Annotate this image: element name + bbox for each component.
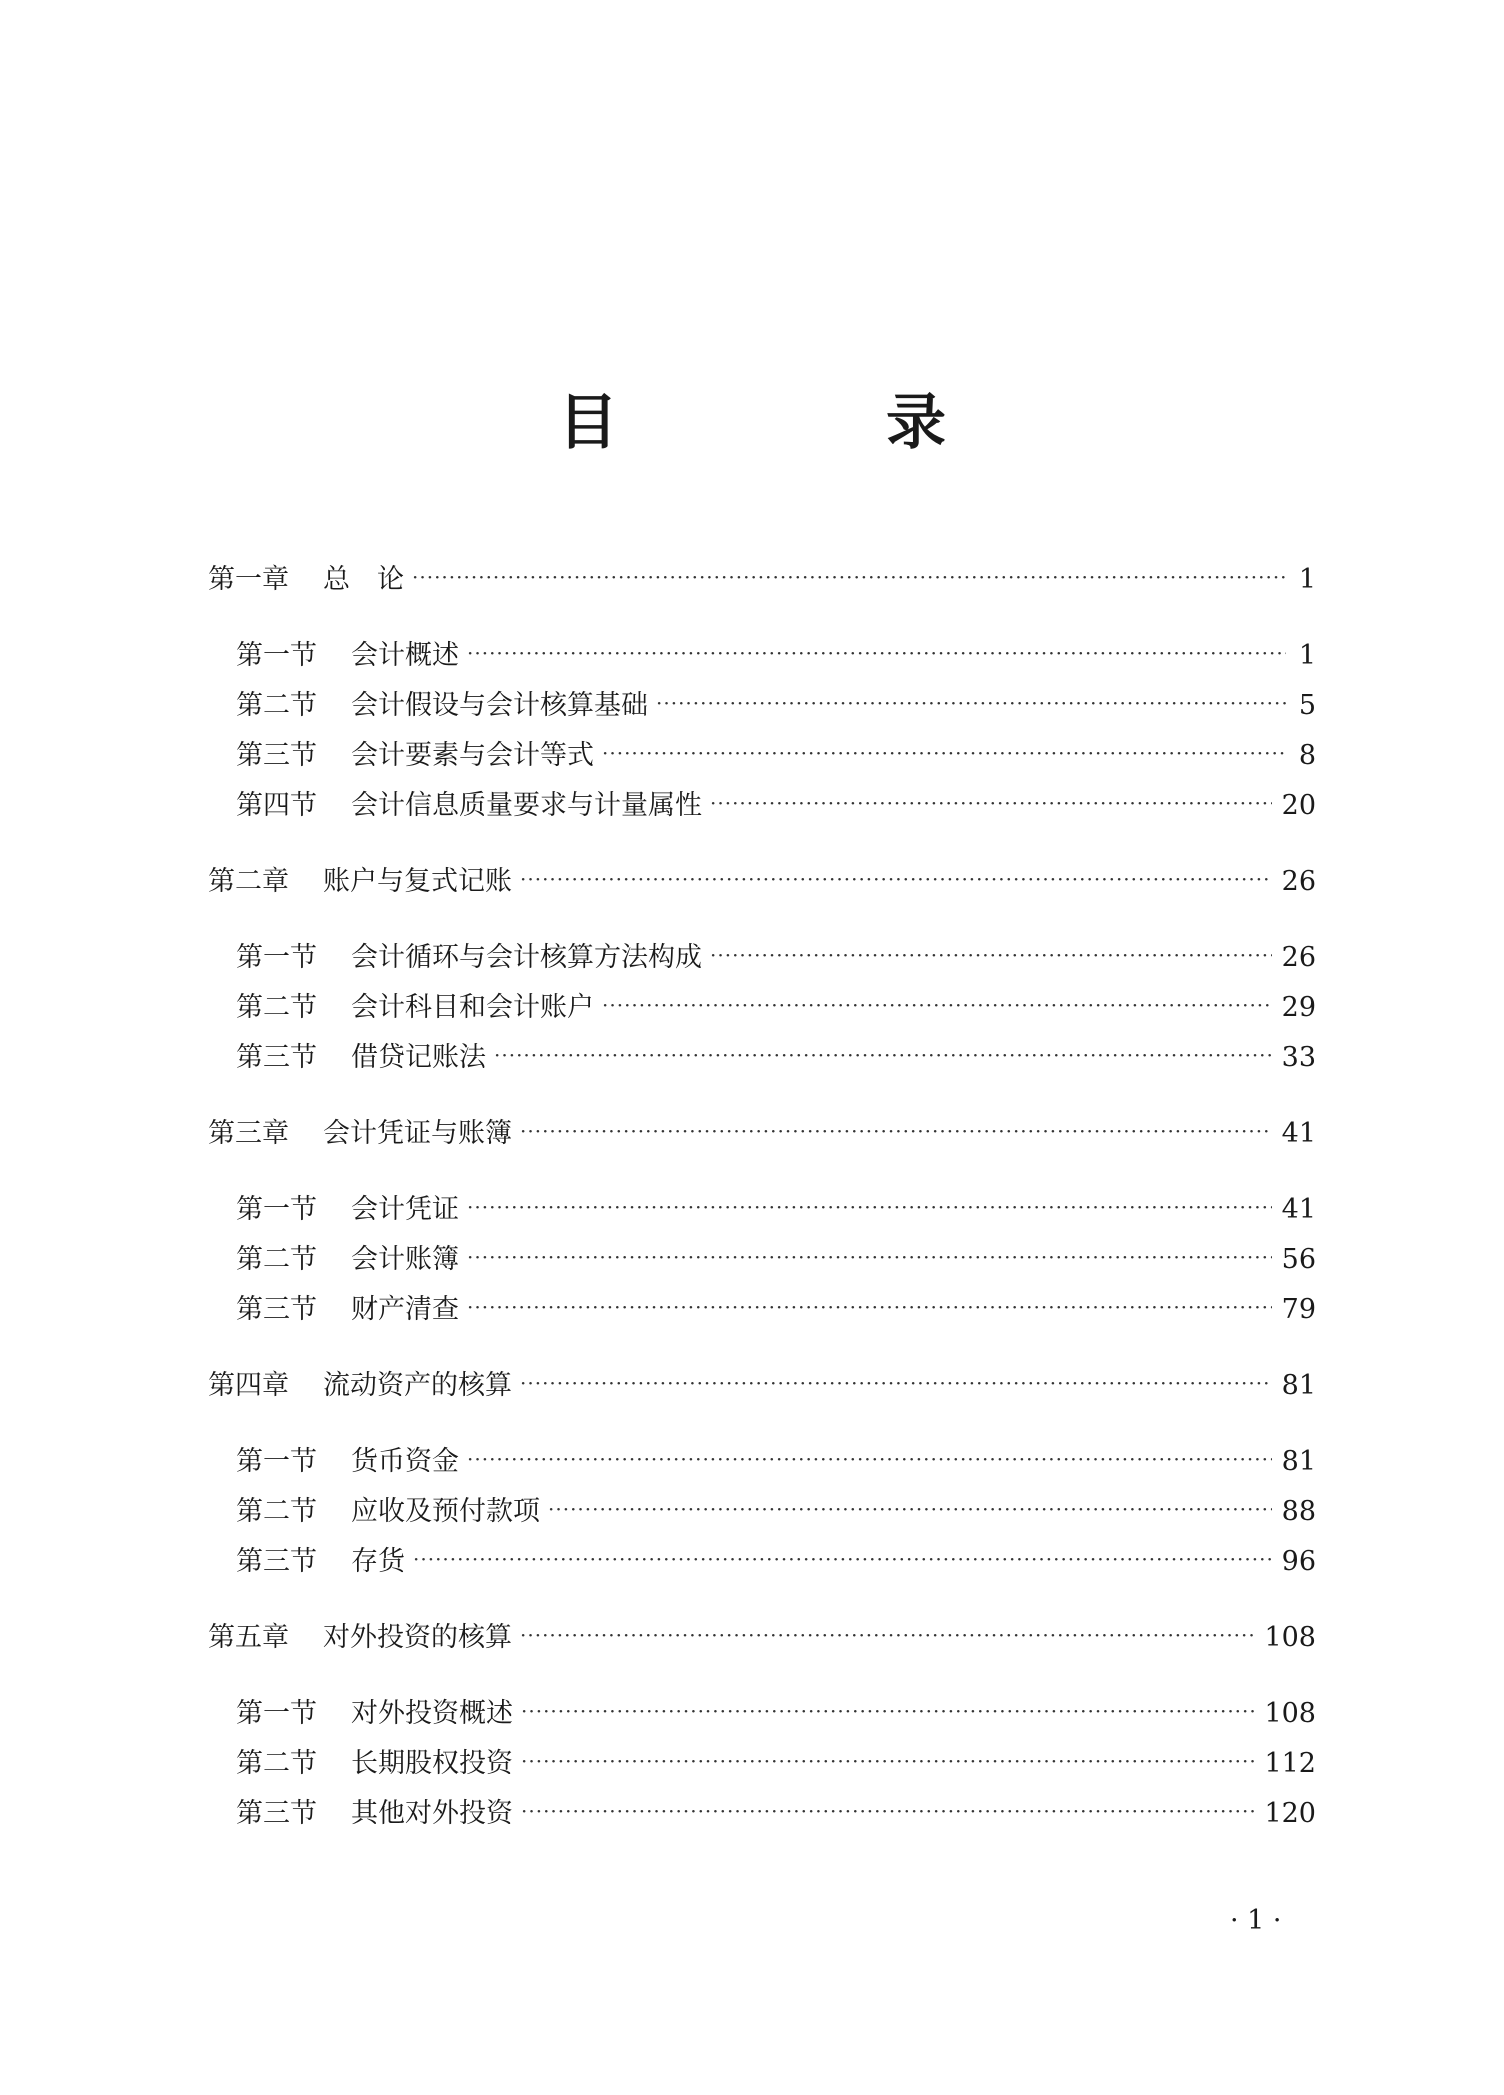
toc-section-entry[interactable] bbox=[208, 681, 1316, 731]
section-title: 会计假设与会计核算基础 bbox=[351, 690, 648, 721]
section-title: 存货 bbox=[351, 1546, 405, 1577]
chapter-page: 41 bbox=[1281, 1118, 1316, 1149]
section-number: 第二节 bbox=[236, 1244, 317, 1275]
section-page: 1 bbox=[1298, 640, 1316, 671]
dot-leader bbox=[710, 778, 1272, 828]
section-number: 第一节 bbox=[236, 1698, 317, 1729]
section-title: 对外投资概述 bbox=[351, 1698, 513, 1729]
section-page: 88 bbox=[1281, 1496, 1316, 1527]
section-title: 会计要素与会计等式 bbox=[351, 740, 594, 771]
toc-section-entry[interactable] bbox=[208, 983, 1316, 1033]
section-title: 会计信息质量要求与计量属性 bbox=[351, 790, 702, 821]
section-number: 第二节 bbox=[236, 1748, 317, 1779]
dot-leader bbox=[548, 1484, 1272, 1534]
chapter-number: 第五章 bbox=[208, 1622, 289, 1653]
section-number: 第一节 bbox=[236, 1194, 317, 1225]
dot-leader bbox=[521, 1786, 1254, 1836]
toc-section-entry[interactable] bbox=[208, 1689, 1316, 1739]
toc-section-entry[interactable] bbox=[208, 1033, 1316, 1083]
dot-leader bbox=[467, 628, 1286, 678]
section-title: 长期股权投资 bbox=[351, 1748, 513, 1779]
section-number: 第一节 bbox=[236, 942, 317, 973]
dot-leader bbox=[520, 1106, 1272, 1156]
toc-section-entry[interactable] bbox=[208, 731, 1316, 781]
section-page: 29 bbox=[1281, 992, 1316, 1023]
toc-section-entry[interactable] bbox=[208, 781, 1316, 831]
dot-leader bbox=[467, 1182, 1272, 1232]
dot-leader bbox=[602, 728, 1286, 778]
toc-chapter-entry[interactable] bbox=[208, 1361, 1316, 1411]
dot-leader bbox=[467, 1282, 1272, 1332]
chapter-page: 1 bbox=[1298, 564, 1316, 595]
toc-section-entry[interactable] bbox=[208, 1789, 1316, 1839]
section-title: 会计凭证 bbox=[351, 1194, 459, 1225]
section-number: 第一节 bbox=[236, 1446, 317, 1477]
toc-chapter-entry[interactable] bbox=[208, 857, 1316, 907]
section-number: 第二节 bbox=[236, 1496, 317, 1527]
toc-section-entry[interactable] bbox=[208, 1185, 1316, 1235]
section-page: 26 bbox=[1281, 942, 1316, 973]
toc-chapter-entry[interactable] bbox=[208, 1613, 1316, 1663]
toc-chapter-group bbox=[208, 1109, 1316, 1335]
chapter-number: 第二章 bbox=[208, 866, 289, 897]
section-page: 20 bbox=[1281, 790, 1316, 821]
section-title: 财产清查 bbox=[351, 1294, 459, 1325]
section-page: 120 bbox=[1264, 1798, 1316, 1829]
section-page: 96 bbox=[1281, 1546, 1316, 1577]
dot-leader bbox=[412, 552, 1286, 602]
chapter-title: 账户与复式记账 bbox=[323, 866, 512, 897]
toc-section-entry[interactable] bbox=[208, 1739, 1316, 1789]
toc-chapter-entry[interactable] bbox=[208, 555, 1316, 605]
dot-leader bbox=[602, 980, 1272, 1030]
section-title: 会计概述 bbox=[351, 640, 459, 671]
section-title: 会计循环与会计核算方法构成 bbox=[351, 942, 702, 973]
section-page: 79 bbox=[1281, 1294, 1316, 1325]
section-title: 应收及预付款项 bbox=[351, 1496, 540, 1527]
section-number: 第四节 bbox=[236, 790, 317, 821]
section-page: 112 bbox=[1264, 1748, 1316, 1779]
chapter-title: 会计凭证与账簿 bbox=[323, 1118, 512, 1149]
toc-chapter-entry[interactable] bbox=[208, 1109, 1316, 1159]
chapter-page: 81 bbox=[1281, 1370, 1316, 1401]
section-title: 其他对外投资 bbox=[351, 1798, 513, 1829]
section-title: 货币资金 bbox=[351, 1446, 459, 1477]
dot-leader bbox=[710, 930, 1272, 980]
toc-section-entry[interactable] bbox=[208, 631, 1316, 681]
dot-leader bbox=[467, 1232, 1272, 1282]
toc-section-entry[interactable] bbox=[208, 1487, 1316, 1537]
page-title: 目 录 bbox=[558, 388, 1050, 458]
toc-section-entry[interactable] bbox=[208, 933, 1316, 983]
section-number: 第三节 bbox=[236, 1042, 317, 1073]
toc-chapter-group bbox=[208, 1361, 1316, 1587]
section-title: 会计科目和会计账户 bbox=[351, 992, 594, 1023]
chapter-number: 第四章 bbox=[208, 1370, 289, 1401]
chapter-number: 第三章 bbox=[208, 1118, 289, 1149]
section-page: 8 bbox=[1298, 740, 1316, 771]
dot-leader bbox=[521, 1686, 1254, 1736]
dot-leader bbox=[520, 854, 1272, 904]
toc-section-entry[interactable] bbox=[208, 1537, 1316, 1587]
dot-leader bbox=[413, 1534, 1272, 1584]
toc-section-entry[interactable] bbox=[208, 1285, 1316, 1335]
toc-chapter-group bbox=[208, 1613, 1316, 1839]
chapter-page: 108 bbox=[1264, 1622, 1316, 1653]
chapter-title: 对外投资的核算 bbox=[323, 1622, 512, 1653]
section-page: 5 bbox=[1298, 690, 1316, 721]
section-number: 第三节 bbox=[236, 740, 317, 771]
dot-leader bbox=[494, 1030, 1272, 1080]
toc-section-entry[interactable] bbox=[208, 1437, 1316, 1487]
section-page: 41 bbox=[1281, 1194, 1316, 1225]
chapter-number: 第一章 bbox=[208, 564, 289, 595]
section-number: 第一节 bbox=[236, 640, 317, 671]
section-title: 借贷记账法 bbox=[351, 1042, 486, 1073]
dot-leader bbox=[656, 678, 1286, 728]
page-number: · 1 · bbox=[1230, 1905, 1282, 1936]
section-page: 81 bbox=[1281, 1446, 1316, 1477]
section-page: 33 bbox=[1281, 1042, 1316, 1073]
section-number: 第二节 bbox=[236, 992, 317, 1023]
section-number: 第三节 bbox=[236, 1798, 317, 1829]
table-of-contents bbox=[208, 555, 1316, 1865]
chapter-title: 流动资产的核算 bbox=[323, 1370, 512, 1401]
section-page: 56 bbox=[1281, 1244, 1316, 1275]
chapter-page: 26 bbox=[1281, 866, 1316, 897]
dot-leader bbox=[520, 1610, 1254, 1660]
section-page: 108 bbox=[1264, 1698, 1316, 1729]
dot-leader bbox=[520, 1358, 1272, 1408]
toc-chapter-group bbox=[208, 555, 1316, 831]
section-number: 第三节 bbox=[236, 1294, 317, 1325]
chapter-title: 总 论 bbox=[323, 564, 404, 595]
section-title: 会计账簿 bbox=[351, 1244, 459, 1275]
dot-leader bbox=[521, 1736, 1254, 1786]
section-number: 第二节 bbox=[236, 690, 317, 721]
toc-section-entry[interactable] bbox=[208, 1235, 1316, 1285]
section-number: 第三节 bbox=[236, 1546, 317, 1577]
toc-chapter-group bbox=[208, 857, 1316, 1083]
dot-leader bbox=[467, 1434, 1272, 1484]
